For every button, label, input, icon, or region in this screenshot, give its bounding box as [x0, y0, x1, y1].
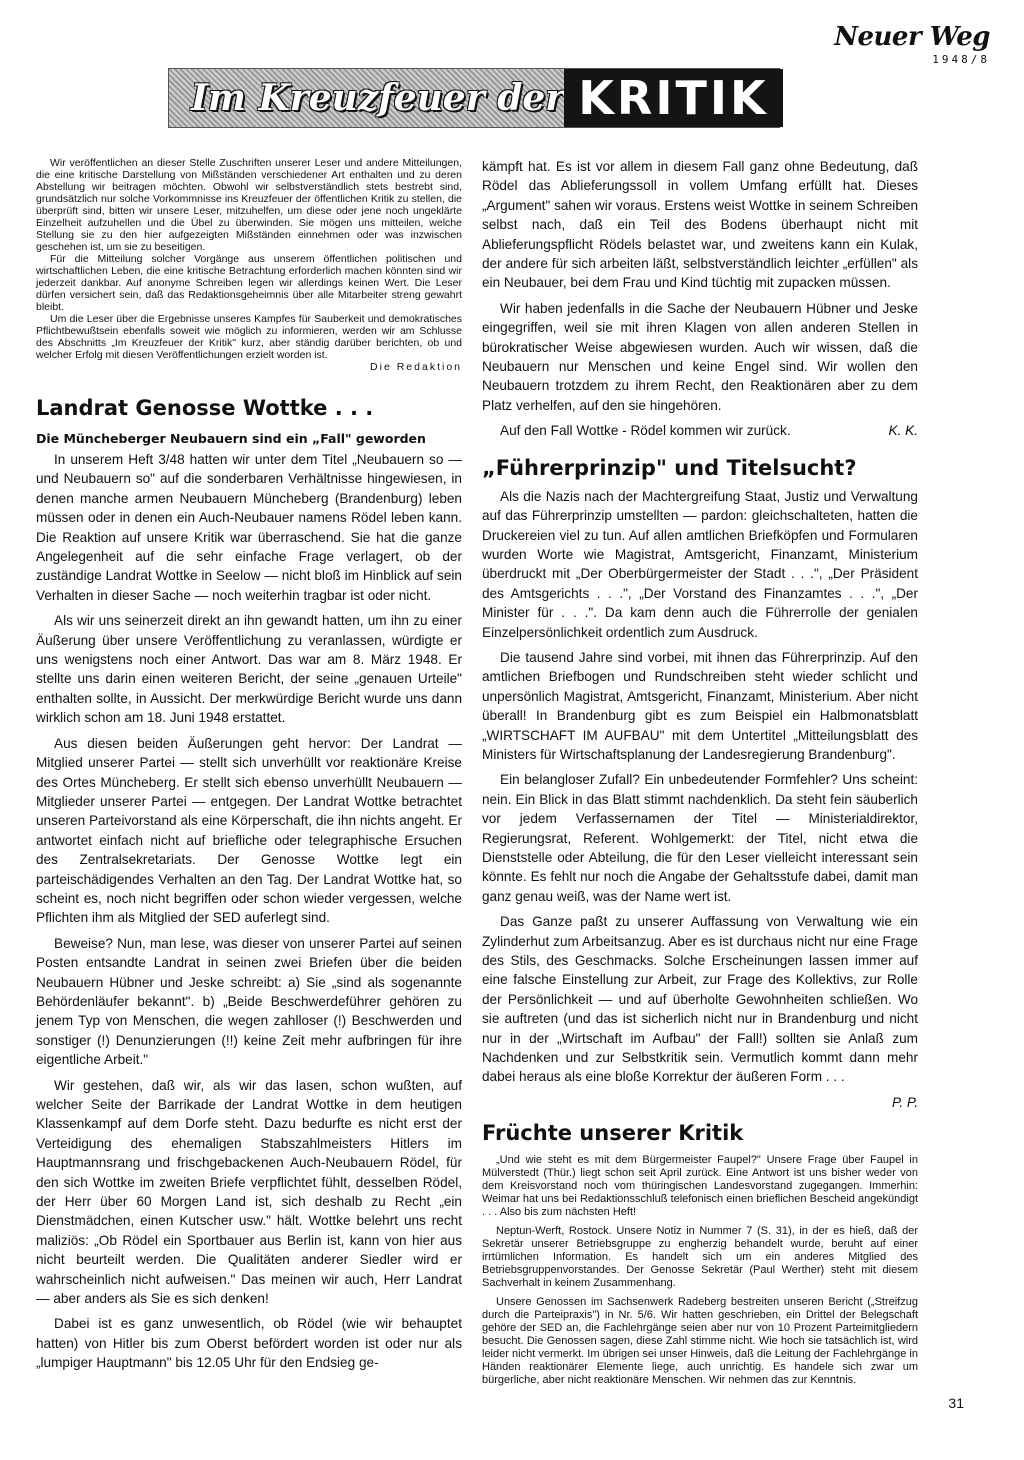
editorial-intro	[36, 157, 462, 373]
article-paragraph: Die tausend Jahre sind vorbei, mit ihnen das Führerprinzip. Auf den amtlichen Briefbogen und Rundschreiben steht wieder schlicht und unpersönlich Magistrat, Amtsgericht, Finanzamt, Ministerium. Aber nicht überall! In Brandenburg gibt es zum Beispiel ein Halbmonatsblatt „WIRTSCHAFT IM AUFBAU" mit dem Untertitel „Mitteilungsblatt des Ministers für Wirtschaftsplanung der Landesregierung Brandenburg".	[482, 649, 918, 762]
article-fruechte	[482, 1120, 918, 1387]
article-paragraph: „Und wie steht es mit dem Bürgermeister Faupel?" Unsere Frage über Faupel in Mülverstedt (Thür.) liegt schon seit April zurück. Eine Antwort ist uns bisher weder von dem Kreisvorstand noch vom thüringischen Landesvorstand zugegangen. Immerhin: Weimar hat uns bei Redaktionsschluß telefonisch einen brieflichen Bescheid angekündigt . . . Also bis zum nächsten Heft!	[482, 1154, 918, 1219]
banner-script-text: Im Kreuzfeuer der	[191, 77, 565, 119]
masthead	[834, 22, 990, 66]
left-column	[36, 157, 462, 1379]
article-paragraph: Neptun-Werft, Rostock. Unsere Notiz in Nummer 7 (S. 31), in der es hieß, daß der Sekretär unserer Betriebsgruppe zu engherzig behandelt wurde, beruht auf einer irrtümlichen Information. Es handelt sich um ein anderes Mitglied des Betriebsgruppenvorstandes. Der Genosse Sekretär (Paul Werther) steht mit diesem Sachverhalt in keinem Zusammenhang.	[482, 1225, 918, 1290]
article-paragraph: kämpft hat. Es ist vor allem in diesem Fall ganz ohne Bedeutung, daß Rödel das Ablieferungssoll in vollem Umfang erfüllt hat. Dieses „Argument" sahen wir voraus. Erstens weist Wottke in seinem Schreiben selbst nach, daß ein Teil des Bodens überhaupt nicht mit Ablieferungspflicht Rödels belastet war, und zweitens kann ein Kulak, der andere für sich arbeiten läßt, selbstverständlich leichter „erfüllen" als ein Neubauer, bei dem Frau und Kind tüchtig mit zupacken müssen.	[482, 159, 918, 291]
article-wottke	[36, 395, 462, 1373]
article-paragraph: Unsere Genossen im Sachsenwerk Radeberg bestreiten unseren Bericht („Streifzug durch die Parteipraxis") in Nr. 5/6. Wir hatten geschrieben, ein Drittel der Belegschaft gehöre der SED an, die Fachlehrgänge seien aber nur von 10 Prozent Parteimitgliedern besucht. Die Genossen sagen, diese Zahl stimme nicht. Wie hoch sie tatsächlich ist, wird leider nicht vermerkt. Im übrigen sei unser Hinweis, daß die Leitung der Fachlehrgänge in Händen reaktionärer Elemente liege, auch unrichtig. Es handele sich zwar um bürgerliche, aber nicht reaktionäre Menschen. Wir nehmen das zur Kenntnis.	[482, 1296, 918, 1387]
right-column	[482, 157, 918, 1393]
article-paragraph: K. K. Auf den Fall Wottke - Rödel kommen wir zurück.	[482, 421, 918, 440]
intro-paragraph: Um die Leser über die Ergebnisse unseres Kampfes für Sauberkeit und demokratisches Pflichtbewußtsein ebenfalls soweit wie möglich zu informieren, werden wir am Schlusse des Abschnitts „Im Kreuzfeuer der Kritik" kurz, aber ständig darüber berichten, ob und welcher Erfolg mit diesen Veröffentlichungen erzielt worden ist.	[36, 313, 462, 361]
article-paragraph: In unserem Heft 3/48 hatten wir unter dem Titel „Neubauern so — und Neubauern so" auf die sonderbaren Verhältnisse hingewiesen, in denen manche armen Neubauern Müncheberg (Brandenburg) leben müssen oder in denen ein Auch-Neubauer namens Rödel leben kann. Die Reaktion auf unsere Kritik war überraschend. Sie hat die ganze Angelegenheit auf die sehr einfache Frage verlagert, ob der zuständige Landrat Wottke in Seelow — nicht bloß im Hinblick auf sein Verhalten in dieser Sache — noch weiterhin tragbar ist oder nicht.	[36, 452, 462, 603]
intro-paragraph: Für die Mitteilung solcher Vorgänge aus unserem öffentlichen politischen und wirtschaftlichen Leben, die eine kritische Betrachtung erforderlich machen könnten sind wir jederzeit dankbar. Auf anonyme Schreiben legen wir allerdings keinen Wert. Die Leser dürfen versichert sein, daß das Redaktionsgeheimnis über alle Mitarbeiter streng gewahrt bleibt.	[36, 253, 462, 313]
article-title: Früchte unserer Kritik	[482, 1121, 744, 1146]
article-paragraph: Dabei ist es ganz unwesentlich, ob Rödel (wie wir behauptet hatten) von Hitler bis zum Oberst befördert worden ist oder nur als „lumpiger Hauptmann" bis 12.05 Uhr für den Endsieg ge-	[36, 1316, 462, 1371]
article-paragraph: Ein belangloser Zufall? Ein unbedeutender Formfehler? Uns scheint: nein. Ein Blick in das Blatt stimmt nachdenklich. Da steht fein säuberlich vor jedem Verfassernamen der Titel — Ministerialdirektor, Regierungsrat, Referent. Wohlgemerkt: der Titel, nicht etwa die Dienststelle oder Abteilung, die für den Leser vielleicht interessant sein könnte. Es fehlt nur noch die Angabe der Gehaltsstufe dabei, damit man ganz genau weiß, was der Name wert ist.	[482, 772, 918, 904]
issue-number: 1948/8	[932, 53, 990, 66]
page-number: 31	[948, 1395, 964, 1411]
section-banner	[168, 68, 780, 128]
masthead-title: Neuer Weg	[834, 22, 990, 52]
intro-paragraph: Wir veröffentlichen an dieser Stelle Zuschriften unserer Leser und andere Mitteilungen, die eine kritische Darstellung von Mißständen verschiedener Art enthalten und zu deren Abstellung wir beitragen möchten. Obwohl wir selbstverständlich stets bestrebt sind, grundsätzlich nur solche Vorkommnisse ins Kreuzfeuer der öffentlichen Kritik zu stellen, die überprüft sind, bitten wir unsere Leser, mitzuhelfen, um diese oder jene noch ungeklärte Einzelheit aufzuhellen und die Übel zu überwinden. Sie mögen uns mitteilen, welche Stellung sie zu den hier aufgezeigten Mißständen einnehmen oder was inzwischen geschehen ist, um sie zu beseitigen.	[36, 157, 462, 253]
article-paragraph: Als wir uns seinerzeit direkt an ihn gewandt hatten, um ihn zu einer Äußerung über unsere Veröffentlichung zu veranlassen, würdigte er uns wenigstens noch einer Antwort. Das war am 8. März 1948. Er stellte uns darin einen weiteren Bericht, der seine „genauen Urteile" enthalten sollte, in Aussicht. Der merkwürdige Bericht wurde uns dann wirklich schon am 18. Juni 1948 erstattet.	[36, 613, 462, 726]
article-wottke-continued	[482, 157, 918, 441]
article-paragraph: Als die Nazis nach der Machtergreifung Staat, Justiz und Verwaltung auf das Führerprinzip umstellten — pardon: gleichschalteten, hatten die Druckereien viel zu tun. Auf allen amtlichen Briefköpfen und Formularen wurden Worte wie Magistrat, Amtsgericht, Finanzamt, Ministerium überdruckt mit „Der Oberbürgermeister der Stadt . . .", „Der Präsident des Amtsgerichts . . .", „Der Vorstand des Finanzamtes . . .", „Der Minister für . . .". Da kam denn auch die Führerrolle der genialen Einzelpersönlichkeit ordentlich zum Ausdruck.	[482, 488, 918, 640]
banner-kritik-word: KRITIK	[564, 69, 782, 127]
article-paragraph: Beweise? Nun, man lese, was dieser von unserer Partei auf seinen Posten entsandte Landrat in seinen zwei Briefen über die beiden Neubauern Hübner und Jeske schreibt: a) Sie „sind als sogenannte Behördenläufer bekannt". b) „Beide Beschwerdeführer gehören zu jenem Typ von Menschen, die wegen zahlloser (!) Beschwerden und sonstiger (!) Denunzierungen (!!) keine Zeit mehr aufbringen für ihre eigentliche Arbeit."	[36, 935, 462, 1068]
article-paragraph: Wir haben jedenfalls in die Sache der Neubauern Hübner und Jeske eingegriffen, weil sie mit ihren Klagen von allen anderen Stellen in bürokratischer Weise abgewiesen wurden. Auch wir wissen, daß die Neubauern nur Menschen und keine Engel sind. Wir wollen den Neubauern trotzdem zu ihrem Recht, den Reaktionären aber zu dem Platz verhelfen, auf den sie hingehören.	[482, 300, 918, 413]
article-paragraph: Das Ganze paßt zu unserer Auffassung von Verwaltung wie ein Zylinderhut zum Arbeitsanzug. Aber es ist durchaus nicht nur eine Frage des Stils, des Geschmacks. Solche Erscheinungen lassen immer auf eine falsche Einstellung zur Arbeit, zur Frage des Kollektivs, zur Rolle der Persönlichkeit — und auf überholte Gewohnheiten schließen. Wo sie auftreten (und das ist sicherlich nicht nur in Brandenburg und nicht nur in der „Wirtschaft im Aufbau" der Fall!) sollten sie Anlaß zum Nachdenken und zur Selbstkritik sein. Vermutlich kommt dann mehr dabei heraus als eine bloße Korrektur der äußeren Form . . .	[482, 914, 918, 1085]
article-title: „Führerprinzip" und Titelsucht?	[482, 455, 857, 480]
author-initials: P. P.	[892, 1094, 918, 1110]
article-fuehrerprinzip	[482, 455, 918, 1113]
article-title: Landrat Genosse Wottke . . .	[36, 396, 374, 420]
editorial-signature: Die Redaktion	[370, 361, 462, 373]
article-paragraph: Aus diesen beiden Äußerungen geht hervor: Der Landrat — Mitglied unserer Partei — stellt sich unverhüllt vor reaktionäre Kreise des Ortes Müncheberg. Er stellt sich ebenso unverhüllt Neubauern — Mitglieder unserer Partei — entgegen. Der Landrat Wottke betrachtet unseren Parteivorstand als eine Körperschaft, die ihn nichts angeht. Er antwortet einfach nicht auf briefliche oder telegraphische Ersuchen des Zentralsekretariats. Der Genosse Wottke legt ein parteischädigendes Verhalten an den Tag. Der Landrat Wottke hat, so scheint es, noch nicht begriffen oder schon wieder vergessen, welche Pflichten ihm als Mitglied der SED auferlegt sind.	[36, 735, 462, 926]
author-initials: K. K.	[888, 423, 918, 439]
article-paragraph: Wir gestehen, daß wir, als wir das lasen, schon wußten, auf welcher Seite der Barrikade der Landrat Wottke in dem heutigen Klassenkampf auf dem Dorfe steht. Dazu bedurfte es nicht erst der Verteidigung des ehemaligen Stabszahlmeisters Hitlers im Hauptmannsrang und frischgebackenen Auch-Neubauern Rödel, für den sich Wottke im zweiten Briefe verpflichtet fühlt, desselben Rödel, der Herr über 60 Morgen Land ist, sich deshalb zu Recht „ein Dienstmädchen, einen Kutscher usw." hält. Wottke belehrt uns recht maliziös: „Ob Rödel ein Sportbauer aus Berlin ist, kann von hier aus nicht beurteilt werden. Die Qualitäten anderer Siedler wird er wahrscheinlich nicht aufweisen." Das meinen wir auch, Herr Landrat — aber anders als Sie es sich denken!	[36, 1077, 462, 1307]
article-subtitle: Die Müncheberger Neubauern sind ein „Fall" geworden	[36, 431, 426, 446]
